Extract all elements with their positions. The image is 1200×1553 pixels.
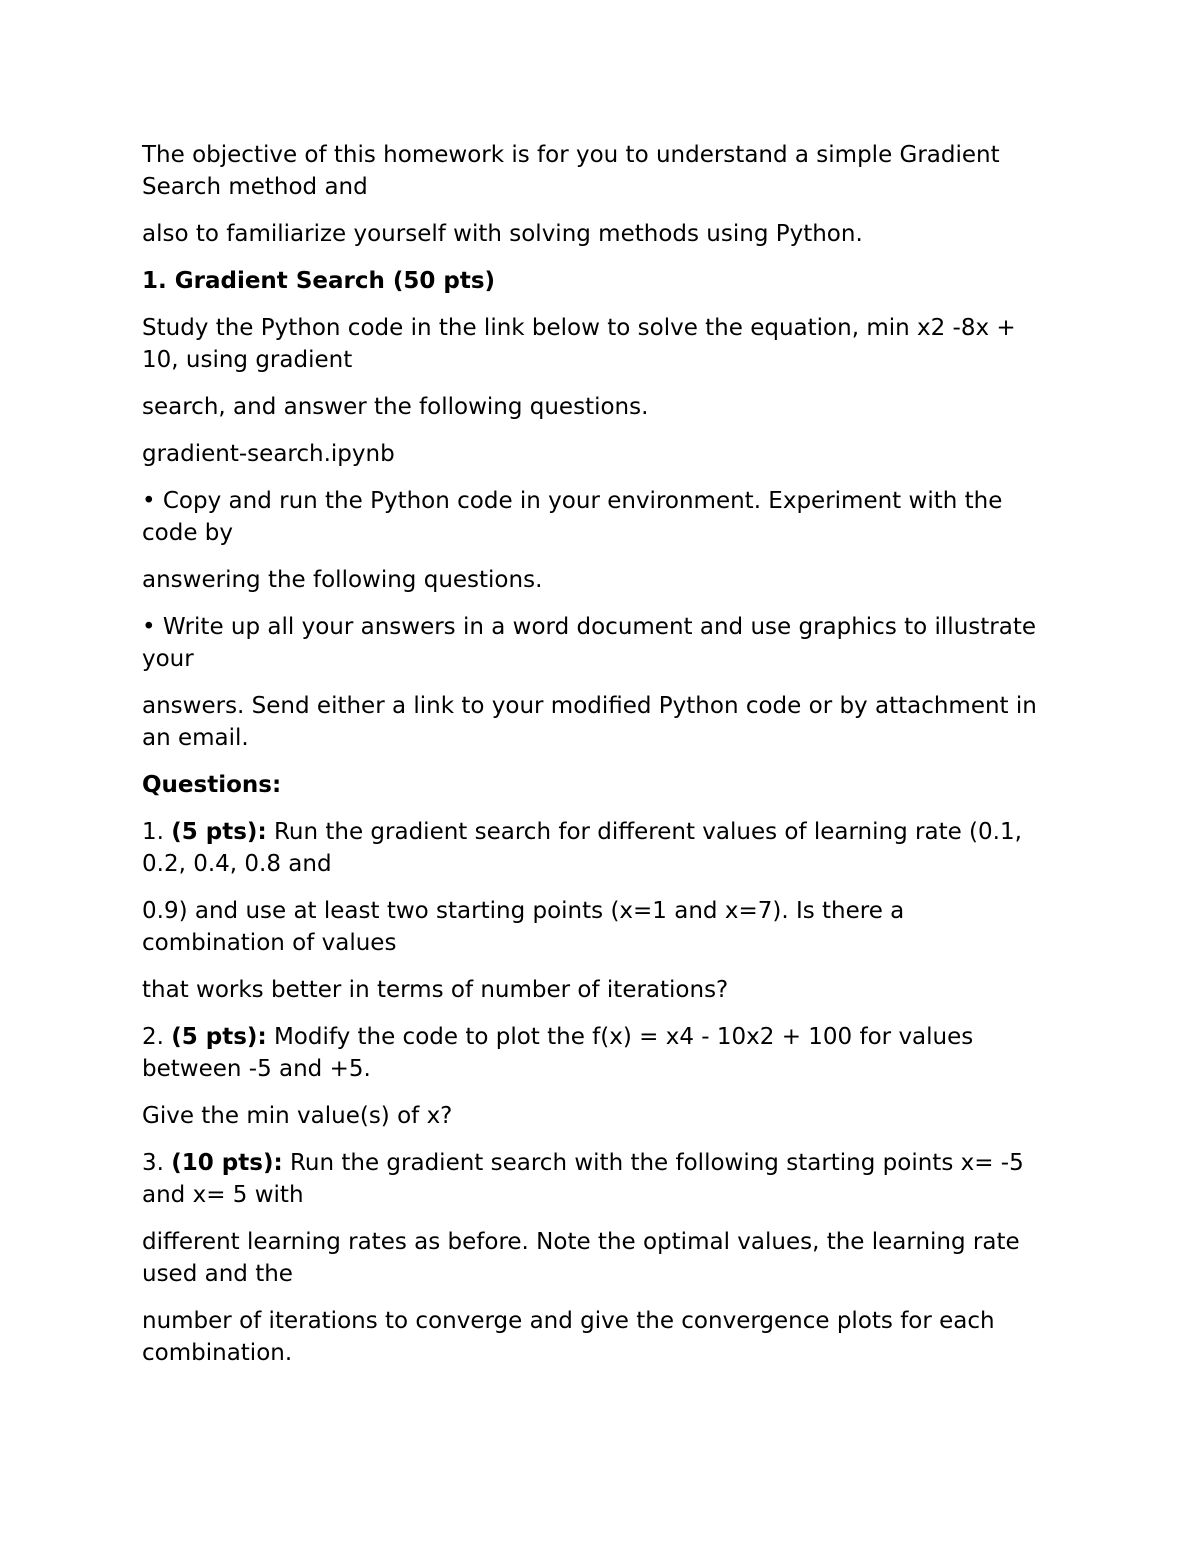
document-body — [142, 139, 1072, 1384]
bullet-copy-run-continued: answering the following questions. — [142, 567, 543, 593]
intro-paragraph: The objective of this homework is for you to understand a simple Gradient Search method and — [142, 142, 1000, 200]
question-number: 1. — [142, 819, 172, 845]
question-1-continued: 0.9) and use at least two starting points (x=1 and x=7). Is there a combination of values — [142, 898, 905, 956]
bullet-write-up-continued: answers. Send either a link to your modified Python code or by attachment in an email. — [142, 693, 1037, 751]
question-1: 1. (5 pts): Run the gradient search for different values of learning rate (0.1, 0.2, 0.4, 0.8 and — [142, 819, 1022, 877]
question-number: 2. — [142, 1024, 172, 1050]
question-2: 2. (5 pts): Modify the code to plot the f(x) = x4 - 10x2 + 100 for values between -5 and +5. — [142, 1024, 974, 1082]
question-3: 3. (10 pts): Run the gradient search with the following starting points x= -5 and x= 5 with — [142, 1150, 1024, 1208]
question-points: (10 pts): — [171, 1150, 283, 1176]
bullet-write-up: • Write up all your answers in a word document and use graphics to illustrate your — [142, 614, 1036, 672]
question-points: (5 pts): — [171, 819, 267, 845]
notebook-filename: gradient-search.ipynb — [142, 441, 395, 467]
question-2-continued: Give the min value(s) of x? — [142, 1103, 453, 1129]
study-paragraph: Study the Python code in the link below to solve the equation, min x2 -8x + 10, using gradient — [142, 315, 1016, 373]
question-number: 3. — [142, 1150, 172, 1176]
questions-heading: Questions: — [142, 772, 282, 798]
question-points: (5 pts): — [171, 1024, 267, 1050]
section-heading-gradient-search: 1. Gradient Search (50 pts) — [142, 268, 496, 294]
bullet-copy-run: • Copy and run the Python code in your environment. Experiment with the code by — [142, 488, 1003, 546]
study-paragraph-continued: search, and answer the following questions. — [142, 394, 649, 420]
intro-paragraph-continued: also to familiarize yourself with solving methods using Python. — [142, 221, 863, 247]
question-3-continued-2: number of iterations to converge and give the convergence plots for each combination. — [142, 1308, 995, 1366]
question-3-continued: different learning rates as before. Note the optimal values, the learning rate used and the — [142, 1229, 1020, 1287]
question-1-continued-2: that works better in terms of number of iterations? — [142, 977, 729, 1003]
